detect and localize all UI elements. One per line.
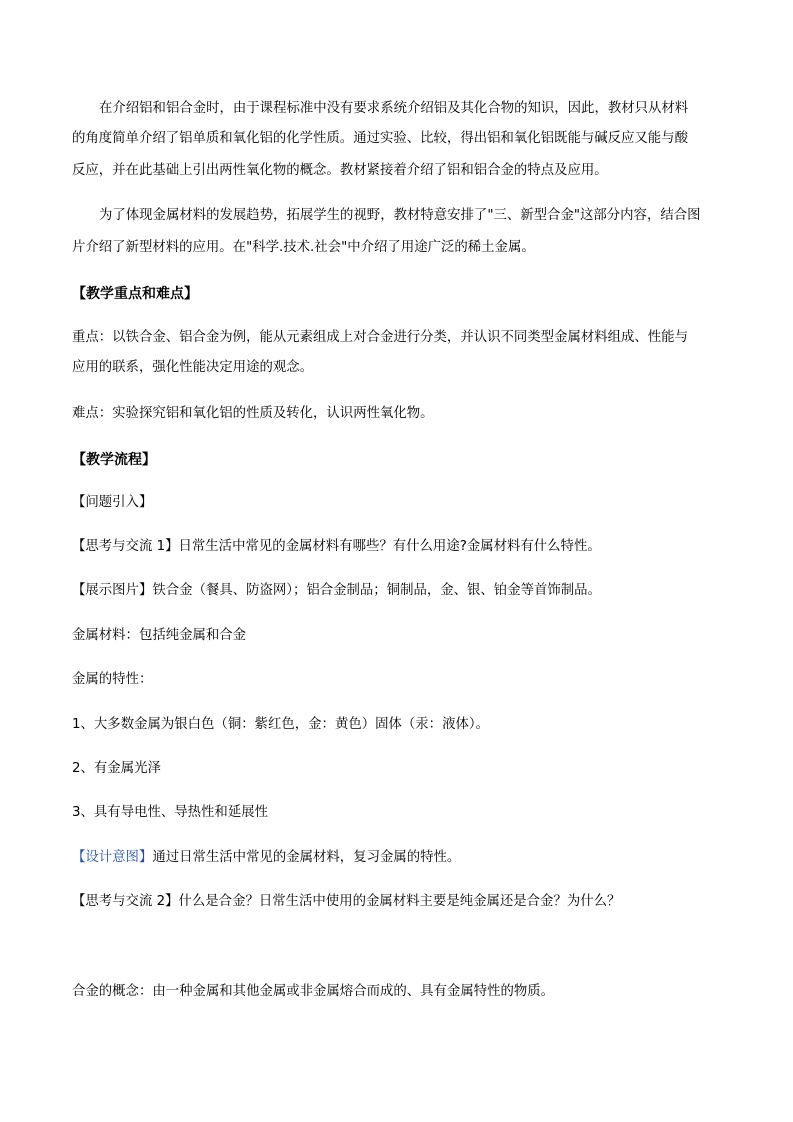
difficulty-line: 难点：实验探究铝和氧化铝的性质及转化，认识两性氧化物。 — [72, 406, 434, 421]
think-and-discuss-1: 【思考与交流 1】日常生活中常见的金属材料有哪些？有什么用途?金属材料有什么特性。 — [72, 539, 601, 554]
intro-paragraph-2-line-2: 片介绍了新型材料的应用。在"科学.技术.社会"中介绍了用途广泛的稀土金属。 — [72, 240, 535, 255]
intro-paragraph-1-line-1: 在介绍铝和铝合金时，由于课程标准中没有要求系统介绍铝及其化合物的知识，因此，教材只从材料 — [99, 101, 689, 116]
question-intro-label: 【问题引入】 — [72, 495, 153, 510]
think-and-discuss-2: 【思考与交流 2】什么是合金？日常生活中使用的金属材料主要是纯金属还是合金？为什么？ — [72, 894, 621, 909]
intro-paragraph-1-line-3: 反应，并在此基础上引出两性氧化物的概念。教材紧接着介绍了铝和铝合金的特点及应用。 — [72, 163, 608, 178]
design-intent-line — [72, 849, 732, 867]
focus-line-1: 重点：以铁合金、铝合金为例，能从元素组成上对合金进行分类，并认识不同类型金属材料组成、性能与 — [72, 330, 688, 345]
show-pictures-line: 【展示图片】铁合金（餐具、防盗网）；铝合金制品；铜制品，金、银、铂金等首饰制品。 — [72, 583, 601, 598]
metal-property-3: 3、具有导电性、导热性和延展性 — [72, 805, 268, 820]
intro-paragraph-2-line-1: 为了体现金属材料的发展趋势，拓展学生的视野，教材特意安排了"三、新型合金"这部分内容，结合图 — [99, 208, 701, 223]
intro-paragraph-1-line-2: 的角度简单介绍了铝单质和氧化铝的化学性质。通过实验、比较，得出铝和氧化铝既能与碱反应又能与酸 — [72, 131, 688, 146]
metal-materials-line: 金属材料：包括纯金属和合金 — [72, 628, 247, 643]
design-intent-text: 通过日常生活中常见的金属材料，复习金属的特性。 — [152, 850, 461, 865]
metal-properties-title: 金属的特性： — [72, 672, 153, 687]
key-points-heading: 【教学重点和难点】 — [72, 286, 198, 302]
teaching-flow-heading: 【教学流程】 — [72, 452, 156, 468]
metal-property-1: 1、大多数金属为银白色（铜：紫红色，金：黄色）固体（汞：液体）。 — [72, 717, 489, 732]
focus-line-2: 应用的联系，强化性能决定用途的观念。 — [72, 360, 314, 375]
metal-property-2: 2、有金属光泽 — [72, 761, 161, 776]
alloy-concept-line: 合金的概念：由一种金属和其他金属或非金属熔合而成的、具有金属特性的物质。 — [72, 984, 555, 999]
design-intent-label: 【设计意图】 — [72, 850, 153, 865]
